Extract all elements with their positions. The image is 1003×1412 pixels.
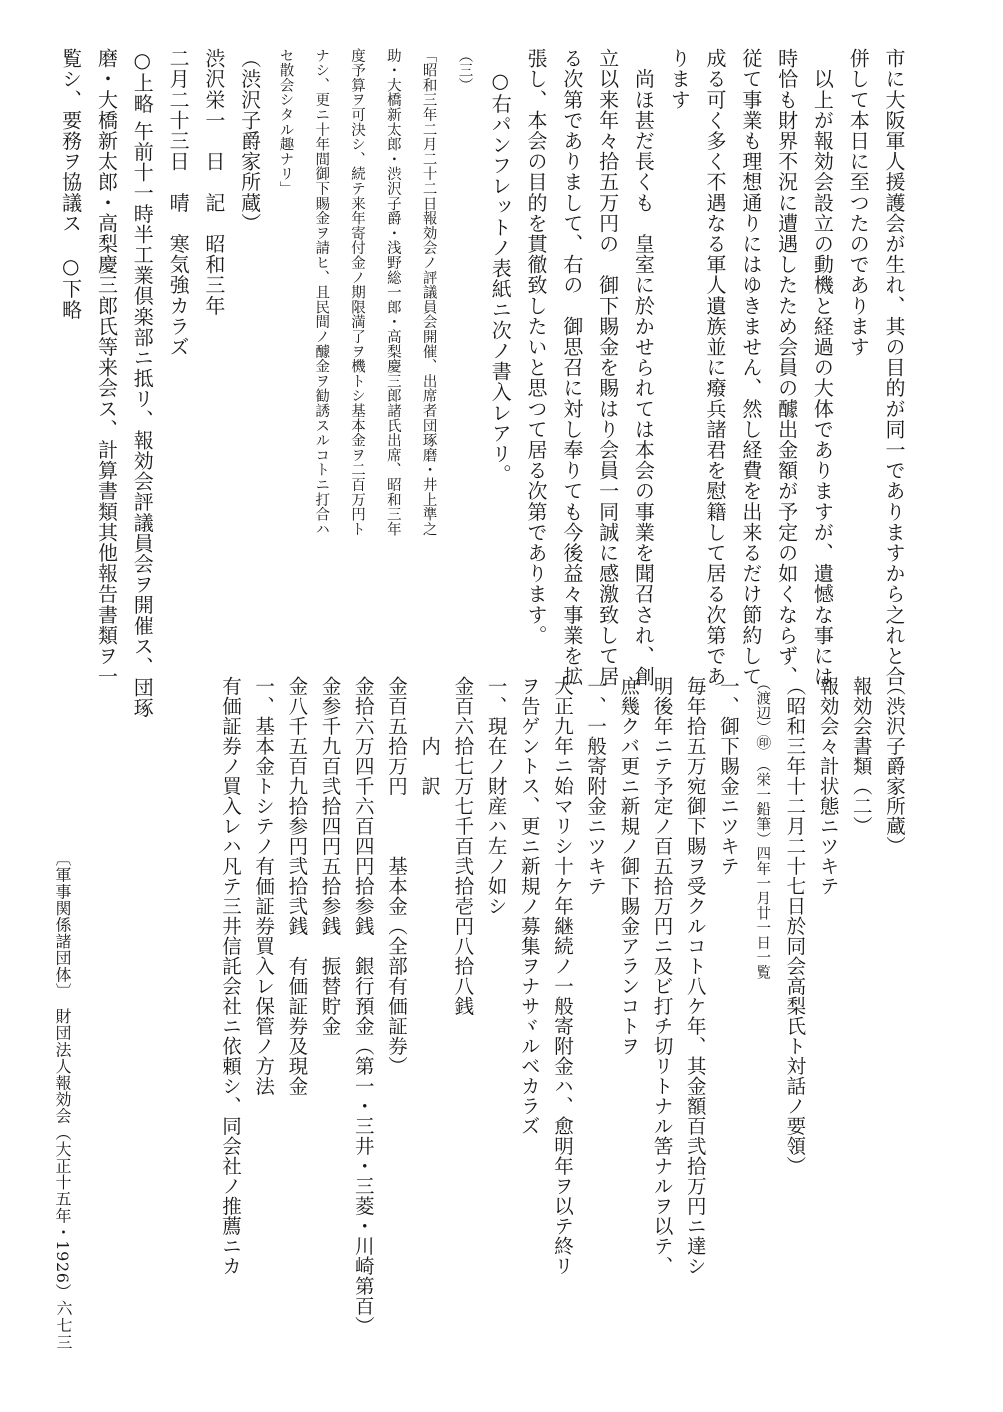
text-line: 時恰も財界不況に遭遇したため会員の醵出金額が予定の如くならず、 [774,48,799,687]
text-line: 一、一般寄附金ニツキテ [584,676,608,896]
text-line: 金百六拾七万七千百弐拾壱円八拾八銭 [451,676,475,1016]
text-line: 金百五拾万円 基本金（全部有価証券） [384,676,408,1076]
text-line: 一、現在ノ財産ハ左ノ如シ [484,676,508,916]
text-line: 一、基本金トシテノ有価証券買入レ保管ノ方法 [252,676,276,1096]
diary-title: 渋沢栄一 日 記 昭和三年 [201,48,226,316]
seal-note: （渡辺）㊞ （栄一鉛筆）四年一月廿一日一覧 [754,676,771,980]
text-line: 立以来年々拾五万円の 御下賜金を賜はり会員一同誠に感激致して居 [595,48,620,687]
text-line: ○右パンフレットノ表紙ニ次ノ書入レアリ。 [488,48,513,485]
text-line: 庶幾クバ更ニ新規ノ御下賜金アランコトヲ [617,676,641,1056]
section-title: 報効会書類（二） [849,676,873,836]
text-line: （昭和三年十二月二十七日於同会高梨氏ト対話ノ要領） [783,676,807,1176]
text-line: 金拾六万四千六百四円拾参銭 銀行預金（第一・三井・三菱・川崎第百） [351,676,375,1336]
text-line: 覧シ、要務ヲ協議ス ○下略 [58,48,83,320]
text-line: ります [667,48,692,110]
text-line: 金参千九百弐拾四円五拾参銭 振替貯金 [318,676,342,1036]
text-line: ヲ告ゲントス、更ニ新規ノ募集ヲナサヾルベカラズ [517,676,541,1136]
text-line: 磨・大橋新太郎・高梨慶三郎氏等来会ス、計算書類其他報告書類ヲ一 [94,48,119,687]
text-line: 併して本日に至つたのであります [846,48,871,357]
text-line: る次第でありまして、右の 御思召に対し奉りても今後益々事業を拡 [559,48,584,687]
text-line: 明後年ニテ予定ノ百五拾万円ニ及ビ打チ切リトナル筈ナルヲ以テ、 [650,676,674,1276]
text-line: 従て事業も理想通りにはゆきません、然し経費を出来るだけ節約して [738,48,763,687]
page-number: 六七三 [54,1300,73,1351]
text-line: 市に大阪軍人援護会が生れ、其の目的が同一でありますから之れと合 [882,48,906,687]
text-line: 張し、本会の目的を貫徹致したいと思つて居る次第であります。 [524,48,549,646]
annotation-line: ナシ、更ニ十年間御下賜金ヲ請ヒ、且民間ノ醵金ヲ勧誘スルコトニ打合ハ [313,48,330,537]
source-note: （渋沢子爵家所蔵） [237,48,262,234]
annotation-line: セ散会シタル趣ナリ」 [277,48,294,196]
text-line: 一、御下賜金ニツキテ [716,676,740,876]
section-number: （三） [456,48,473,93]
text-line: 内 訳 [418,676,442,796]
upper-text-block [52,48,911,719]
text-line: ○上略 午前十一時半工業倶楽部ニ抵リ、報効会評議員会ヲ開催ス、団琢 [130,48,155,719]
source-note: （渋沢子爵家所蔵） [883,676,906,856]
text-line: 以上が報効会設立の動機と経過の大体でありますが、遺憾な事には [810,48,835,687]
running-head: 〔軍事関係諸団体〕 財団法人報効会（大正十五年・1926） [53,850,72,1301]
text-line: 大正九年ニ始マリシ十ケ年継続ノ一般寄附金ハ、愈明年ヲ以テ終リ [550,676,574,1276]
document-title: 報効会々計状態ニツキテ [816,676,840,896]
annotation-line: 「昭和三年二月二十二日報効会ノ評議員会開催、出席者団琢磨・井上準之 [420,48,437,537]
text-line: 金八千五百九拾参円弐拾弐銭 有価証券及現金 [285,676,309,1096]
annotation-line: 助・大橋新太郎・渋沢子爵・浅野総一郎・高梨慶三郎諸氏出席、昭和三年 [384,48,401,537]
text-line: 毎年拾五万宛御下賜ヲ受クルコト八ケ年、其金額百弐拾万円ニ達シ [683,676,707,1276]
annotation-line: 度予算ヲ可決シ、続テ来年寄付金ノ期限満了ヲ機トシ基本金ヲ二百万円ト [349,48,366,537]
text-line: 二月二十三日 晴 寒気強カラズ [166,48,191,357]
lower-text-block [214,676,911,1346]
text-line: 成る可く多く不遇なる軍人遺族並に癈兵諸君を慰籍して居る次第であ [703,48,728,687]
text-line: 尚ほ甚だ長くも 皇室に於かせられては本会の事業を聞召され、創 [631,48,656,687]
text-line: 有価証券ノ買入レハ凡テ三井信託会社ニ依頼シ、同会社ノ推薦ニカ [218,676,242,1276]
